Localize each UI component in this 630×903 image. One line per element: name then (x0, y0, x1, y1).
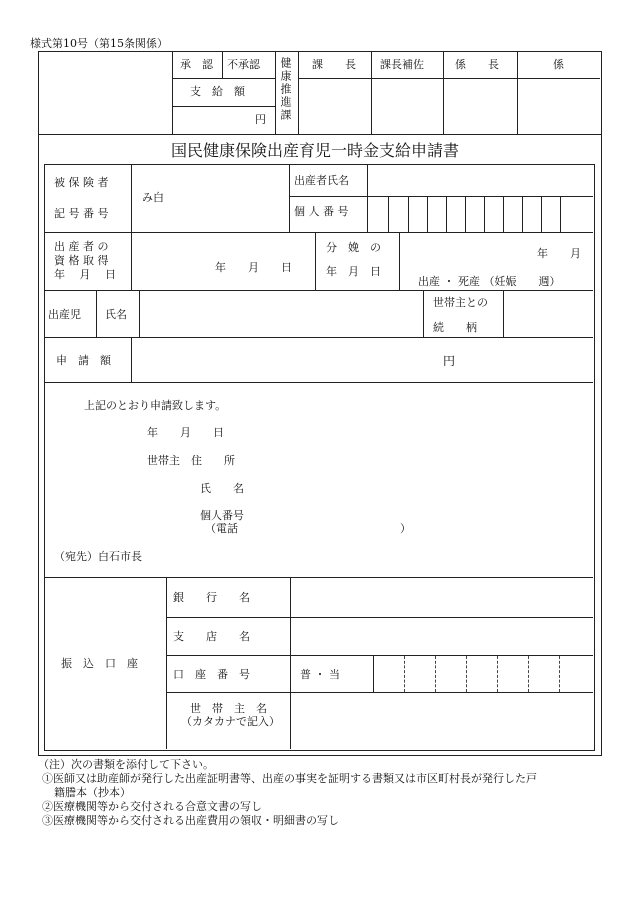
payment-amount-label: 支 給 額 (190, 85, 245, 98)
child-name-label: 氏名 (105, 308, 127, 321)
note-3: ③医療機関等から交付される出産費用の領収・明細書の写し (42, 814, 339, 827)
note-1-line-1: ①医師又は助産師が発行した出産証明書等、出産の事実を証明する書類又は市区町村長が発行した戸 (42, 772, 537, 785)
child-name-field[interactable] (140, 292, 422, 336)
staff-label: 係 (553, 58, 564, 71)
phone-label: （電話 (205, 522, 238, 535)
section-head-label: 係 長 (455, 58, 499, 71)
reject-label: 不承認 (227, 58, 260, 71)
note-2: ②医療機関等から交付される合意文書の写し (42, 800, 262, 813)
birth-outcome-field[interactable]: 出産 ・ 死産 （妊娠 週） (418, 275, 561, 288)
addressee-text: （宛先）白石市長 (54, 550, 142, 563)
yen-label: 円 (255, 113, 266, 126)
notes-heading: （注）次の書類を添付して下さい。 (38, 758, 214, 771)
declaration-text: 上記のとおり申請致します。 (84, 399, 227, 412)
delivery-date-field[interactable]: 年 月 (537, 247, 581, 260)
branch-name-label: 支 店 名 (173, 630, 250, 643)
qualification-label-1: 出 産 者 の (54, 240, 109, 253)
householder-personal-number-label: 個人番号 (200, 509, 244, 522)
bank-name-label: 銀 行 名 (173, 591, 250, 604)
insured-symbol-value[interactable]: み白 (142, 191, 164, 204)
department-label: 健康推進課 (279, 57, 292, 122)
account-holder-field[interactable] (291, 693, 592, 748)
relation-label-1: 世帯主との (433, 296, 488, 309)
birth-giver-name-label: 出産者氏名 (294, 174, 349, 187)
form-number: 様式第10号（第15条関係） (30, 37, 168, 50)
householder-address-label: 世帯主 住 所 (147, 454, 235, 467)
deputy-chief-label: 課長補佐 (380, 58, 424, 71)
form-title: 国民健康保険出産育児一時金支給申請書 (170, 141, 459, 160)
request-amount-label: 申 請 額 (56, 354, 111, 367)
insured-symbol-label-2: 記 号 番 号 (54, 207, 109, 220)
child-label: 出産児 (48, 308, 81, 321)
insured-symbol-label-1: 被 保 険 者 (54, 176, 109, 189)
qualification-date-field[interactable]: 年 月 日 (215, 261, 292, 274)
delivery-label-1: 分 娩 の (326, 241, 381, 254)
bank-name-field[interactable] (291, 579, 592, 616)
relation-label-2: 続 柄 (433, 321, 477, 334)
account-type-field[interactable]: 普 ・ 当 (300, 668, 340, 681)
birth-giver-name-field[interactable] (368, 166, 592, 195)
delivery-label-2: 年 月 日 (326, 265, 381, 278)
branch-name-field[interactable] (291, 618, 592, 654)
transfer-account-label: 振 込 口 座 (61, 657, 138, 670)
declaration-date-field[interactable]: 年 月 日 (147, 426, 224, 439)
account-holder-label-2: （カタカナで記入） (181, 715, 280, 728)
relation-field[interactable] (504, 292, 592, 336)
approve-label: 承 認 (180, 58, 213, 71)
account-holder-label-1: 世 帯 主 名 (190, 702, 267, 715)
qualification-label-2: 資 格 取 得 (54, 254, 109, 267)
request-amount-field[interactable]: 円 (443, 354, 456, 368)
phone-close: ） (400, 522, 411, 535)
chief-label: 課 長 (312, 58, 356, 71)
account-number-label: 口 座 番 号 (173, 668, 250, 681)
note-1-line-2: 籍謄本（抄本） (54, 786, 131, 799)
qualification-label-3: 年 月 日 (54, 268, 116, 281)
personal-number-label: 個 人 番 号 (294, 205, 349, 218)
householder-name-label: 氏 名 (200, 482, 244, 495)
